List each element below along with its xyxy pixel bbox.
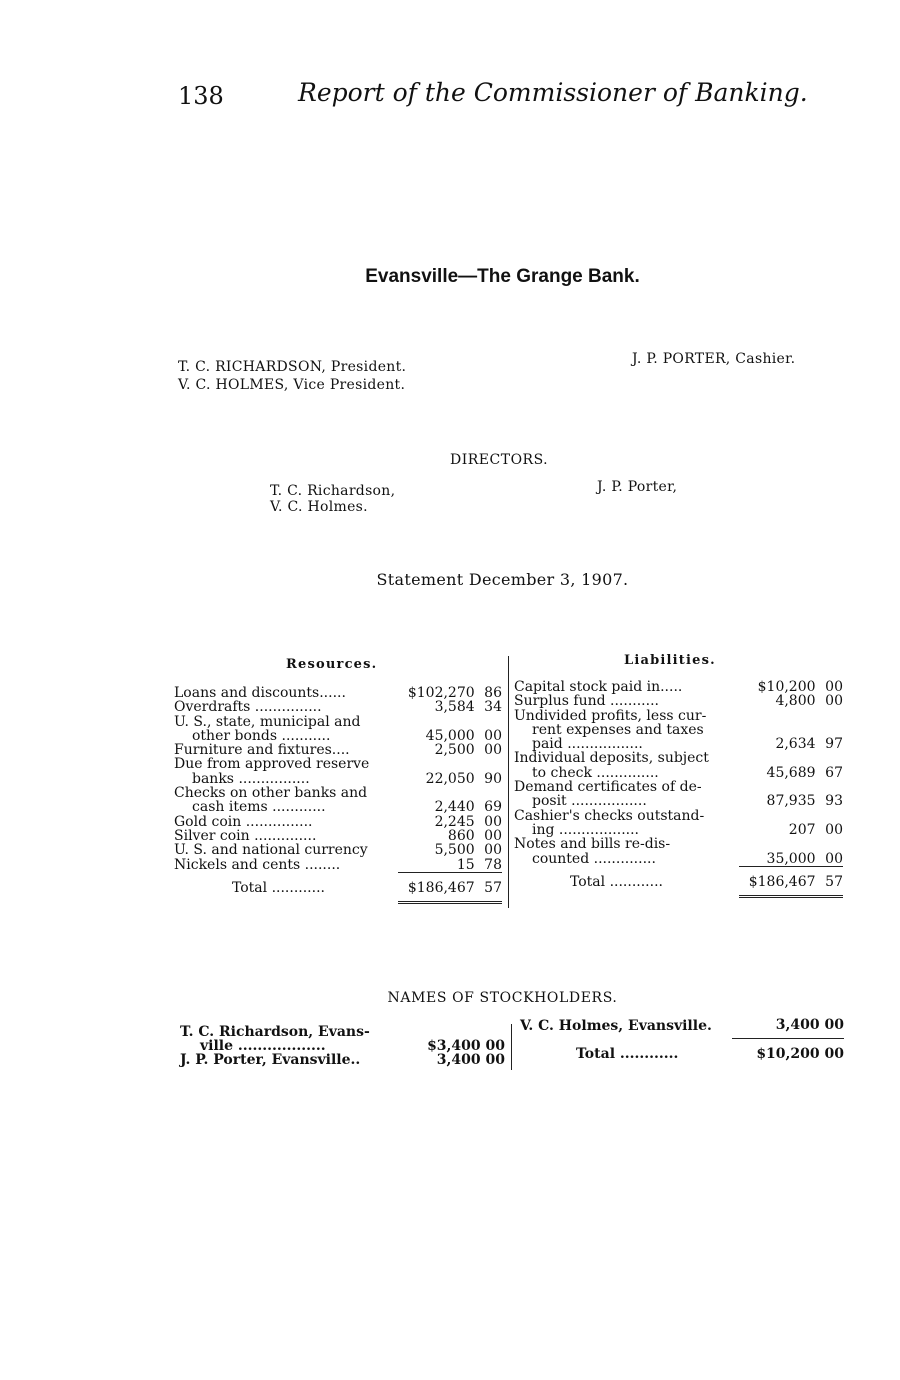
line-dollars: [398, 786, 475, 800]
line-label: rent expenses and taxes: [532, 721, 704, 738]
line-dollars: 87,935: [766, 793, 816, 810]
total-cents: 57: [816, 866, 843, 889]
liabilities-row: [514, 766, 843, 780]
liabilities-row: [514, 723, 843, 737]
line-cents: 69: [484, 799, 502, 816]
line-label: U. S., state, municipal and: [174, 713, 361, 730]
line-dollars: 5,500: [434, 842, 475, 859]
total-double-rule: [739, 889, 816, 897]
bank-title: Evansville—The Grange Bank.: [365, 266, 640, 287]
line-dollars: [398, 757, 475, 771]
line-cents: [816, 751, 843, 765]
liabilities-row: [514, 852, 843, 867]
stockholder-name: T. C. Richardson, Evans-: [180, 1024, 370, 1040]
line-label: Due from approved reserve: [174, 756, 370, 773]
liabilities-row: [514, 809, 843, 823]
line-dollars: 45,689: [766, 764, 816, 781]
line-cents: 00: [484, 742, 502, 759]
line-cents: 00: [484, 813, 502, 830]
line-label: Undivided profits, less cur-: [514, 707, 707, 724]
line-cents: 00: [484, 727, 502, 744]
line-label: Nickels and cents ........: [174, 857, 341, 874]
resources-row: [174, 757, 502, 771]
line-dollars: $10,200: [757, 679, 816, 695]
line-label: U. S. and national currency: [174, 842, 368, 859]
line-label: other bonds ...........: [192, 727, 331, 744]
line-dollars: 4,800: [775, 693, 816, 710]
resources-row: [174, 800, 502, 814]
line-dollars: 2,440: [434, 799, 475, 816]
line-dollars: 860: [447, 827, 475, 844]
line-dollars: 3,584: [434, 699, 475, 716]
line-dollars: 22,050: [425, 770, 475, 787]
resources-row: [174, 858, 502, 873]
total-cents: 57: [475, 872, 502, 895]
resources-row: [174, 686, 502, 700]
line-label: banks ................: [192, 770, 310, 787]
stockholders-total-label: Total ............: [576, 1046, 679, 1062]
director-name: J. P. Porter,: [597, 479, 678, 495]
line-dollars: 15: [456, 856, 475, 873]
line-cents: 93: [825, 793, 843, 810]
line-dollars: 45,000: [425, 727, 475, 744]
resources-heading: Resources.: [286, 657, 378, 672]
line-dollars: 2,245: [434, 813, 475, 830]
line-label: cash items ............: [192, 799, 326, 816]
running-title: Report of the Commissioner of Banking.: [298, 78, 808, 107]
line-label: Individual deposits, subject: [514, 750, 709, 767]
total-label: Total ............: [570, 873, 663, 890]
line-cents: [475, 786, 502, 800]
resources-row: [174, 729, 502, 743]
line-label: Checks on other banks and: [174, 785, 368, 802]
stockholders-left: [180, 1025, 505, 1067]
line-label: Overdrafts ...............: [174, 699, 322, 716]
line-dollars: [739, 809, 816, 823]
liabilities-row: [514, 823, 843, 837]
line-cents: [816, 837, 843, 851]
line-label: Cashier's checks outstand-: [514, 807, 705, 824]
line-label: Capital stock paid in.....: [514, 679, 683, 695]
resources-row: [174, 843, 502, 857]
liabilities-row: [514, 737, 843, 751]
line-label: counted ..............: [532, 851, 656, 868]
liabilities-row: [514, 837, 843, 851]
resources-row: [174, 743, 502, 757]
stockholder-name-cont: ville ..................: [200, 1038, 326, 1054]
liabilities-heading: Liabilities.: [624, 653, 716, 668]
line-label: ing ..................: [532, 821, 640, 838]
line-label: Furniture and fixtures....: [174, 742, 350, 759]
line-dollars: $102,270: [407, 685, 475, 701]
directors-heading: DIRECTORS.: [450, 452, 549, 468]
resources-row: [174, 786, 502, 800]
line-dollars: [739, 709, 816, 723]
liabilities-total-row: [514, 866, 843, 889]
line-cents: [475, 715, 502, 729]
line-cents: 00: [825, 693, 843, 710]
liabilities-row: [514, 680, 843, 694]
total-dollars: $186,467: [739, 866, 816, 889]
line-label: Demand certificates of de-: [514, 779, 702, 796]
liabilities-row: [514, 794, 843, 808]
line-cents: 86: [484, 685, 502, 701]
page-number: 138: [178, 82, 224, 110]
liabilities-row: [514, 751, 843, 765]
officer-vice-president: V. C. HOLMES, Vice President.: [178, 377, 406, 393]
stockholder-amount: $3,400 00: [427, 1038, 505, 1054]
liabilities-row: [514, 709, 843, 723]
line-dollars: 35,000: [766, 850, 816, 867]
officer-president: T. C. RICHARDSON, President.: [178, 359, 407, 375]
line-label: posit .................: [532, 793, 647, 810]
line-cents: [816, 709, 843, 723]
resources-row: [174, 715, 502, 729]
line-label: Loans and discounts......: [174, 685, 346, 701]
line-cents: 00: [825, 850, 843, 867]
line-cents: 00: [484, 842, 502, 859]
stockholders-divider: [511, 1024, 512, 1070]
stockholder-amount: 3,400 00: [436, 1052, 505, 1068]
line-cents: [816, 780, 843, 794]
line-label: paid .................: [532, 736, 643, 753]
line-label: Surplus fund ...........: [514, 693, 659, 710]
line-dollars: 2,500: [434, 742, 475, 759]
line-cents: 00: [825, 679, 843, 695]
line-cents: 00: [484, 827, 502, 844]
line-dollars: [398, 715, 475, 729]
stockholders-heading: NAMES OF STOCKHOLDERS.: [387, 990, 618, 1006]
line-dollars: 207: [788, 821, 816, 838]
total-dollars: $186,467: [398, 872, 475, 895]
liabilities-row: [514, 780, 843, 794]
line-label: Notes and bills re-dis-: [514, 836, 671, 853]
line-dollars: 2,634: [775, 736, 816, 753]
column-divider: [508, 656, 509, 908]
resources-row: [174, 700, 502, 714]
line-label: Silver coin ..............: [174, 827, 317, 844]
line-cents: [816, 723, 843, 737]
line-cents: [475, 757, 502, 771]
liabilities-table: [514, 680, 843, 898]
stockholder-amount: 3,400 00: [775, 1017, 844, 1033]
resources-row: [174, 772, 502, 786]
line-dollars: [739, 780, 816, 794]
line-cents: [816, 809, 843, 823]
line-cents: 78: [484, 856, 502, 873]
stockholders-right: [520, 1018, 844, 1061]
stockholder-name: J. P. Porter, Evansville..: [180, 1052, 361, 1068]
line-cents: 00: [825, 821, 843, 838]
officer-cashier: J. P. PORTER, Cashier.: [632, 351, 796, 367]
total-label: Total ............: [232, 879, 325, 896]
statement-title: Statement December 3, 1907.: [376, 570, 629, 589]
line-cents: 97: [825, 736, 843, 753]
stockholder-name: V. C. Holmes, Evansville.: [520, 1017, 712, 1034]
liabilities-row: [514, 694, 843, 708]
total-double-rule: [398, 895, 475, 903]
resources-row: [174, 829, 502, 843]
line-dollars: [739, 751, 816, 765]
resources-total-row: [174, 872, 502, 895]
stockholders-total-amount: $10,200 00: [732, 1039, 844, 1062]
line-label: Gold coin ...............: [174, 813, 313, 830]
line-dollars: [739, 723, 816, 737]
director-name: T. C. Richardson,: [270, 483, 396, 499]
line-cents: 34: [484, 699, 502, 716]
line-cents: 90: [484, 770, 502, 787]
director-name: V. C. Holmes.: [270, 499, 368, 515]
line-label: to check ..............: [532, 764, 659, 781]
line-dollars: [739, 837, 816, 851]
line-cents: 67: [825, 764, 843, 781]
resources-table: [174, 686, 502, 904]
resources-row: [174, 815, 502, 829]
